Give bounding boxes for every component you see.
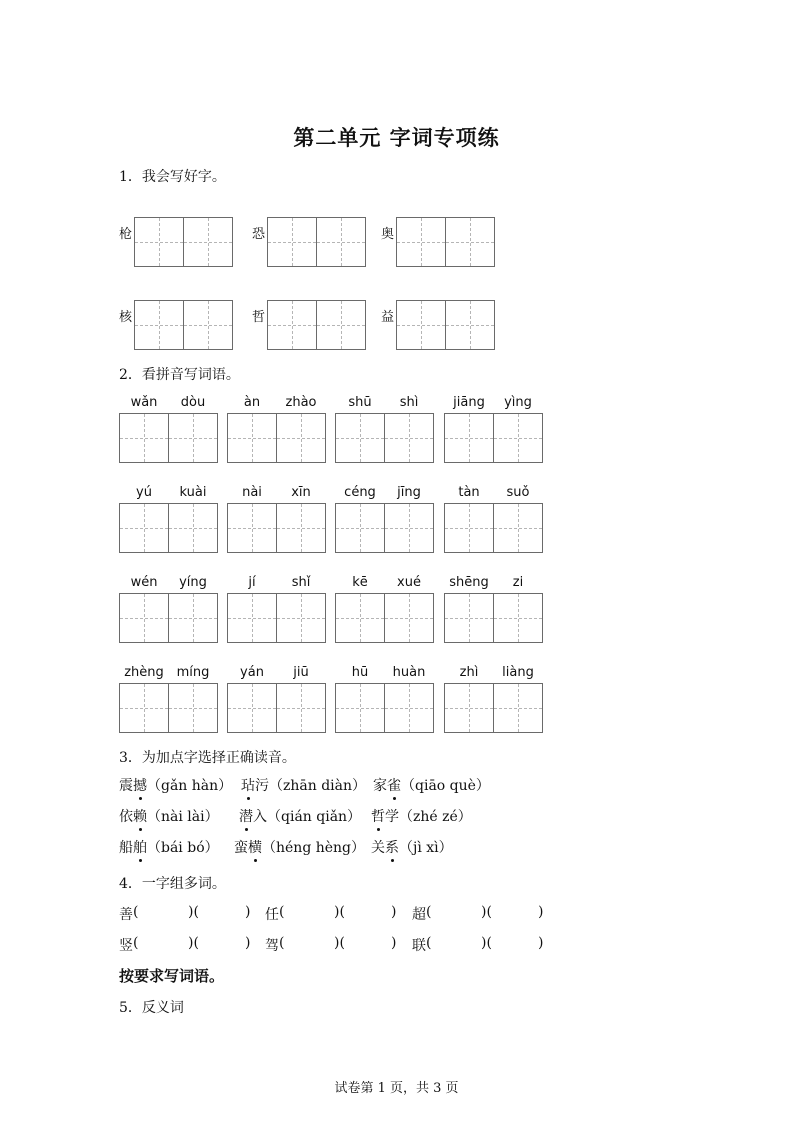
writing-cell	[444, 413, 494, 463]
writing-cell	[119, 413, 169, 463]
char-label: 恐	[252, 227, 266, 242]
pinyin-options: （jì xì）	[399, 840, 453, 856]
bracket: (	[279, 935, 285, 951]
pinyin-label: liàng	[502, 665, 534, 680]
char-label: 驾	[265, 938, 279, 954]
pronunciation-item	[371, 837, 453, 857]
pinyin-options: （qiāo què）	[401, 778, 490, 794]
word-part: 船	[119, 840, 133, 856]
pinyin-options: （zhé zé）	[399, 809, 472, 825]
pinyin-label: shì	[399, 395, 419, 410]
dotted-char: 赖	[133, 806, 147, 826]
pinyin-label: zi	[512, 575, 524, 590]
char-label: 奥	[381, 227, 395, 242]
bracket: )	[245, 904, 251, 920]
dotted-char: 舶	[133, 837, 147, 857]
writing-cell	[267, 300, 317, 350]
pinyin-label: hū	[351, 665, 369, 680]
char-label: 哲	[252, 310, 266, 325]
pinyin-label: zhào	[285, 395, 317, 410]
dotted-char: 撼	[133, 775, 147, 795]
writing-cell	[445, 217, 495, 267]
pinyin-options: （nài lài）	[147, 809, 219, 825]
bracket: (	[426, 904, 432, 920]
word-part: 关	[371, 840, 385, 856]
pinyin-label: nài	[242, 485, 262, 500]
pronunciation-item	[239, 806, 361, 826]
writing-cell	[444, 683, 494, 733]
pinyin-label: yìng	[504, 395, 532, 410]
writing-cell	[396, 300, 446, 350]
pinyin-label: wén	[130, 575, 158, 590]
writing-cell	[384, 503, 434, 553]
pinyin-label: xīn	[291, 485, 311, 500]
bracket: )	[538, 904, 544, 920]
question-3-title: 3．为加点字选择正确读音。	[119, 750, 296, 766]
pronunciation-item	[371, 806, 472, 826]
pronunciation-item	[119, 775, 232, 795]
char-label: 善	[119, 907, 133, 923]
section-heading: 按要求写词语。	[119, 967, 225, 985]
pinyin-label: àn	[243, 395, 261, 410]
writing-cell	[168, 683, 218, 733]
writing-cell	[316, 300, 366, 350]
pinyin-label: zhì	[459, 665, 479, 680]
writing-cell	[493, 503, 543, 553]
writing-cell	[276, 593, 326, 643]
dotted-char: 雀	[387, 775, 401, 795]
writing-cell	[493, 593, 543, 643]
bracket: (	[133, 935, 139, 951]
dotted-char: 横	[248, 837, 262, 857]
pinyin-label: jiāng	[453, 395, 485, 410]
bracket: )(	[334, 935, 345, 951]
pinyin-label: xué	[397, 575, 421, 590]
dotted-char: 哲	[371, 806, 385, 826]
writing-cell	[384, 593, 434, 643]
dotted-char: 玷	[241, 775, 255, 795]
question-4-title: 4．一字组多词。	[119, 876, 226, 892]
writing-cell	[168, 593, 218, 643]
pronunciation-item	[119, 837, 219, 857]
bracket: (	[426, 935, 432, 951]
page-title: 第二单元 字词专项练	[293, 125, 500, 150]
bracket: )	[538, 935, 544, 951]
pinyin-options: （zhān diàn）	[269, 778, 367, 794]
pinyin-label: dòu	[180, 395, 206, 410]
char-label: 超	[412, 907, 426, 923]
writing-cell	[276, 413, 326, 463]
pinyin-label: yán	[240, 665, 264, 680]
word-part: 依	[119, 809, 133, 825]
word-part: 蛮	[234, 840, 248, 856]
pinyin-label: céng	[344, 485, 376, 500]
word-part: 家	[373, 778, 387, 794]
writing-cell	[227, 413, 277, 463]
writing-cell	[396, 217, 446, 267]
pinyin-label: jiū	[293, 665, 309, 680]
writing-cell	[335, 413, 385, 463]
bracket: )(	[188, 935, 199, 951]
question-2-title: 2．看拼音写词语。	[119, 367, 240, 383]
pinyin-label: shǐ	[291, 575, 311, 590]
question-5-title: 5．反义词	[119, 1000, 184, 1016]
writing-cell	[227, 593, 277, 643]
pinyin-options: （héng hèng）	[262, 840, 366, 856]
writing-cell	[183, 300, 233, 350]
pronunciation-item	[373, 775, 490, 795]
bracket: )	[245, 935, 251, 951]
writing-cell	[119, 593, 169, 643]
pinyin-label: zhèng	[124, 665, 164, 680]
word-part: 震	[119, 778, 133, 794]
writing-cell	[493, 413, 543, 463]
writing-cell	[119, 683, 169, 733]
pinyin-options: （qián qiǎn）	[267, 809, 362, 825]
word-part: 污	[255, 778, 269, 794]
writing-cell	[168, 413, 218, 463]
char-label: 核	[119, 310, 133, 325]
pinyin-label: huàn	[392, 665, 426, 680]
bracket: (	[279, 904, 285, 920]
char-label: 益	[381, 310, 395, 325]
writing-cell	[134, 300, 184, 350]
writing-cell	[227, 683, 277, 733]
writing-cell	[493, 683, 543, 733]
bracket: )(	[481, 904, 492, 920]
writing-cell	[384, 413, 434, 463]
char-label: 枪	[119, 227, 133, 242]
writing-cell	[119, 503, 169, 553]
writing-cell	[227, 503, 277, 553]
writing-cell	[384, 683, 434, 733]
char-label: 联	[412, 938, 426, 954]
writing-cell	[183, 217, 233, 267]
pronunciation-item	[119, 806, 219, 826]
bracket: )(	[188, 904, 199, 920]
writing-cell	[134, 217, 184, 267]
word-part: 学	[385, 809, 399, 825]
pinyin-label: tàn	[458, 485, 480, 500]
bracket: (	[133, 904, 139, 920]
char-label: 任	[265, 907, 279, 923]
pinyin-label: yú	[136, 485, 152, 500]
writing-cell	[335, 503, 385, 553]
writing-cell	[445, 300, 495, 350]
pinyin-label: kē	[352, 575, 368, 590]
writing-cell	[276, 683, 326, 733]
pronunciation-item	[241, 775, 366, 795]
writing-cell	[444, 593, 494, 643]
writing-cell	[316, 217, 366, 267]
pinyin-label: shēng	[449, 575, 489, 590]
writing-cell	[335, 683, 385, 733]
bracket: )	[391, 935, 397, 951]
pinyin-label: míng	[176, 665, 210, 680]
dotted-char: 潜	[239, 806, 253, 826]
pinyin-options: （bái bó）	[147, 840, 219, 856]
bracket: )(	[334, 904, 345, 920]
writing-cell	[168, 503, 218, 553]
bracket: )(	[481, 935, 492, 951]
pinyin-label: shū	[348, 395, 372, 410]
pinyin-label: kuài	[179, 485, 207, 500]
pinyin-label: suǒ	[506, 485, 530, 500]
pinyin-label: jí	[248, 575, 256, 590]
writing-cell	[335, 593, 385, 643]
question-1-title: 1．我会写好字。	[119, 169, 226, 185]
page-footer: 试卷第 1 页，共 3 页	[334, 1081, 459, 1096]
pinyin-label: wǎn	[130, 395, 158, 410]
bracket: )	[391, 904, 397, 920]
pinyin-label: jīng	[397, 485, 421, 500]
char-label: 竖	[119, 938, 133, 954]
pinyin-options: （gǎn hàn）	[147, 778, 233, 794]
pronunciation-item	[234, 837, 365, 857]
writing-cell	[444, 503, 494, 553]
word-part: 入	[253, 809, 267, 825]
writing-cell	[267, 217, 317, 267]
writing-cell	[276, 503, 326, 553]
pinyin-label: yíng	[179, 575, 207, 590]
dotted-char: 系	[385, 837, 399, 857]
